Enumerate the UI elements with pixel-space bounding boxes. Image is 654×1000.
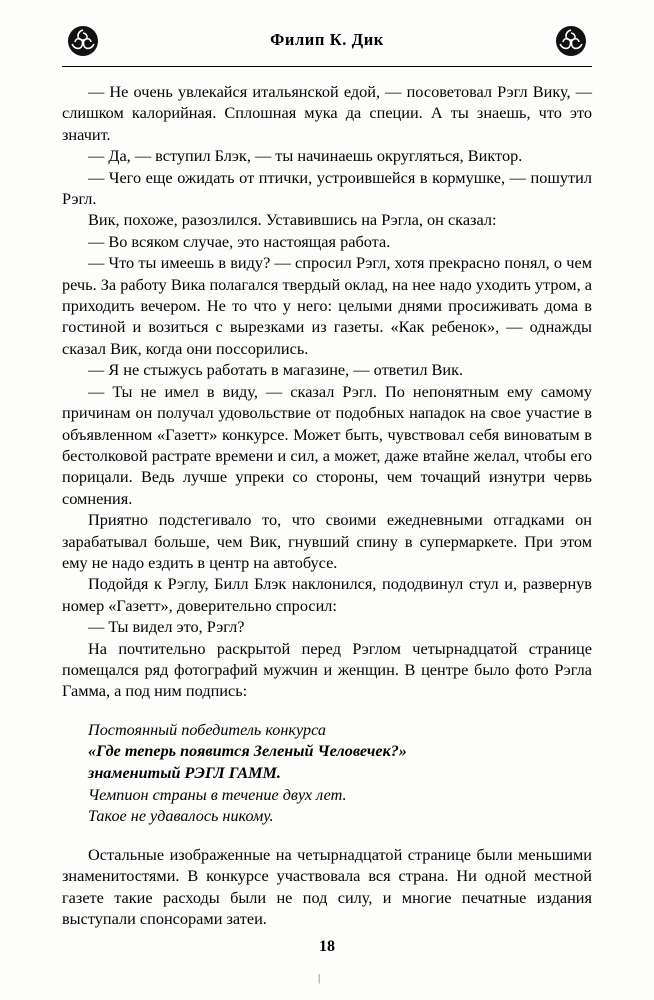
caption-line: «Где теперь появится Зеленый Человечек?» [88,742,407,761]
spiral-ornament-icon [556,26,586,56]
footer-tick-mark: | [318,972,321,984]
paragraph: — Да, — вступил Блэк, — ты начинаешь округляться, Виктор. [88,146,523,166]
body-text [62,81,592,929]
page-content [62,18,592,929]
paragraph: — Не очень увлекайся итальянской едой, — посоветовал Рэгл Вику, — слишком калорийная. Сплошная мука да специи. А ты знаешь, что это значит. [62,82,592,144]
paragraph: — Ты не имел в виду, — сказал Рэгл. По непонятным ему самому причинам он получал удовольствие от подобных нападок на свое участие в объявленном «Газетт» конкурсе. Может быть, чувствовал себя виноватым в бестолковой растрате времени и сил, а может, даже втайне желал, чтобы его порицали. Ведь лучше упреки со стороны, чем точащий изнутри червь сомнения. [62,381,592,508]
caption-line: Такое не удавалось никому. [88,807,274,826]
paragraph: Вик, похоже, разозлился. Уставившись на Рэгла, он сказал: [88,210,497,230]
caption-line: знаменитый РЭГЛ ГАММ. [88,763,281,782]
page-header [62,18,592,64]
paragraph: Приятно подстегивало то, что своими ежедневными отгадками он зарабатывал больше, чем Вик, гнувший спину в супермаркете. При этом ему не надо ездить в центр на автобусе. [62,510,592,572]
paragraph: Подойдя к Рэглу, Билл Блэк наклонился, пододвинул стул и, развернув номер «Газетт», доверительно спросил: [62,574,592,615]
newspaper-caption-block [62,720,592,828]
paragraph: — Во всяком случае, это настоящая работа. [88,231,391,251]
running-head-title: Филип К. Дик [270,30,384,49]
header-divider [62,66,592,67]
page-number: 18 [319,938,335,955]
paragraph: Остальные изображенные на четырнадцатой странице были меньшими знаменитостями. В конкурсе участвовала вся страна. Ни одной местной газете такие расходы были не под силу, и многие печатные издания выступали спонсорами затеи. [62,844,592,928]
paragraph: — Я не стыжусь работать в магазине, — ответил Вик. [88,360,464,380]
caption-line: Чемпион страны в течение двух лет. [88,785,347,804]
spiral-ornament-icon [68,26,98,56]
caption-line: Постоянный победитель конкурса [88,720,326,739]
paragraph: — Что ты имеешь в виду? — спросил Рэгл, хотя прекрасно понял, о чем речь. За работу Вика полагался твердый оклад, на нее надо уходить утром, а приходить вечером. Не то что у него: целыми днями просиживать дома в гостиной и возиться с вырезками из газеты. «Как ребенок», — однажды сказал Вик, когда они поссорились. [62,253,592,358]
paragraph: На почтительно раскрытой перед Рэглом четырнадцатой странице помещался ряд фотографий мужчин и женщин. В центре было фото Рэгла Гамма, а под ним подпись: [62,638,592,701]
paragraph: — Ты видел это, Рэгл? [88,617,245,637]
paragraph: — Чего еще ожидать от птички, устроившейся в кормушке, — пошутил Рэгл. [62,167,592,209]
